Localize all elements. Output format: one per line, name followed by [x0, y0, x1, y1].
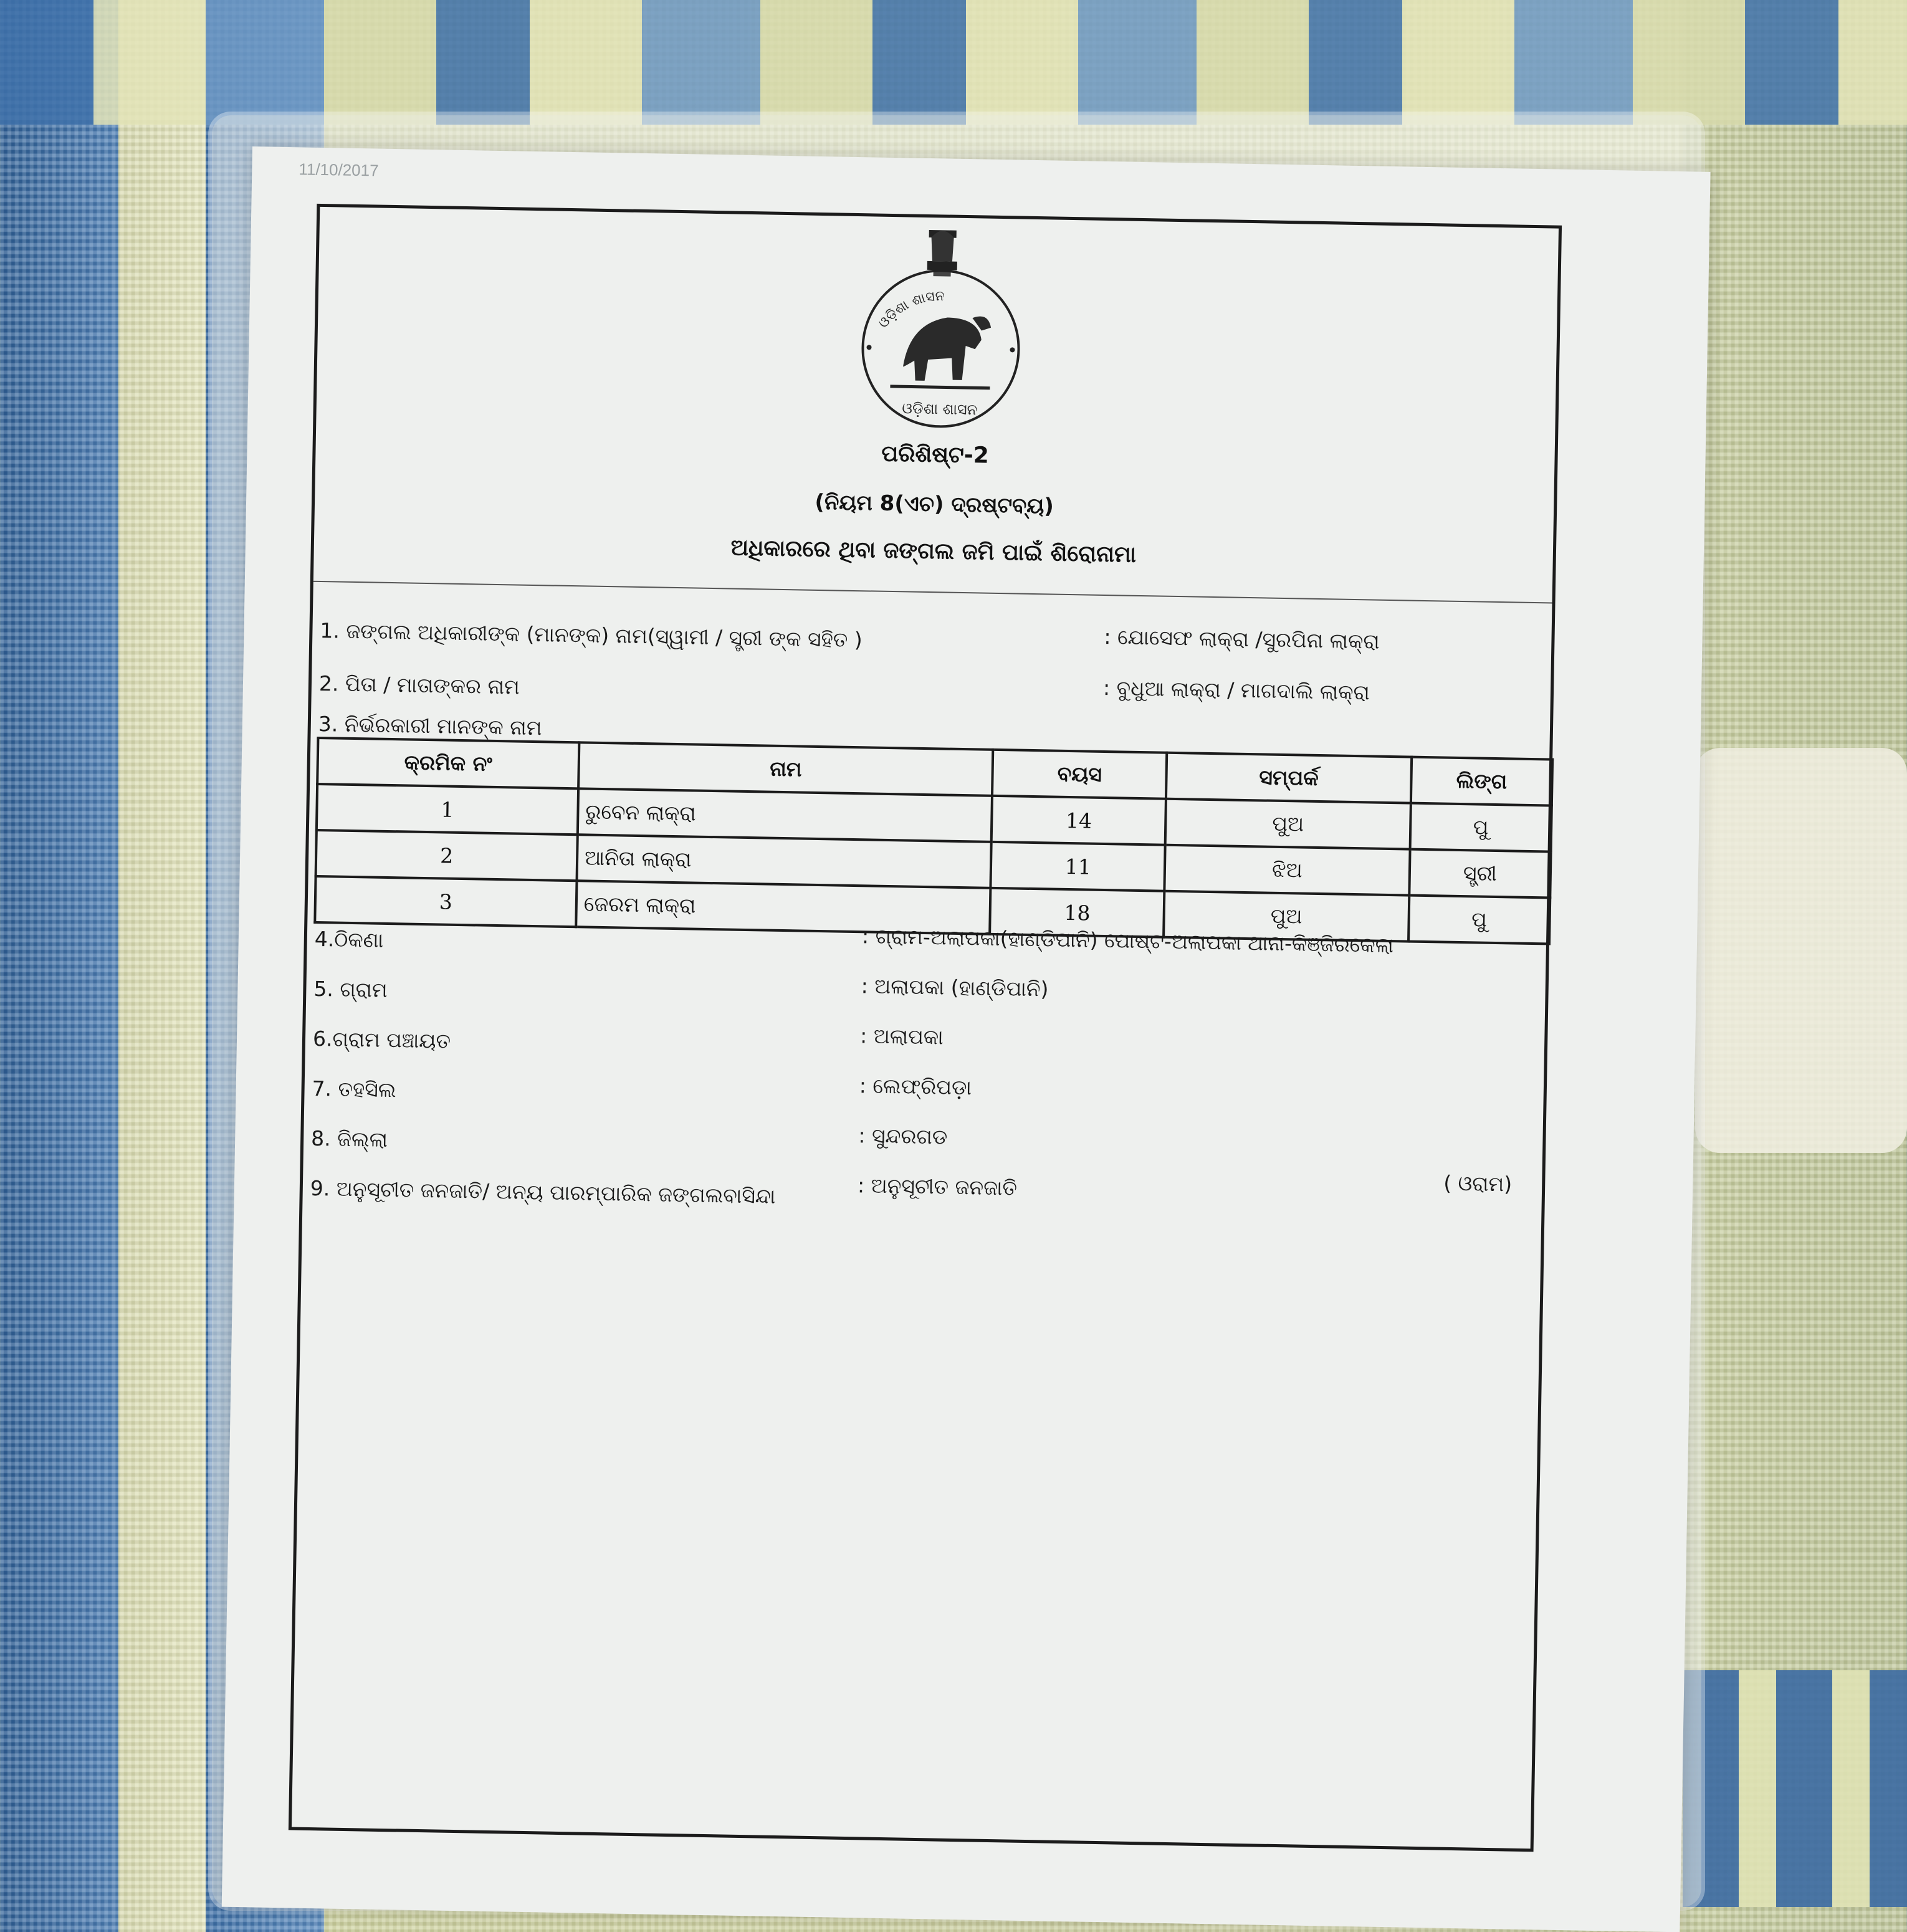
- field-label-village: 5. ଗ୍ରାମ: [313, 976, 388, 1002]
- field-value-tribe-category: : ଅନୁସୂଚୀତ ଜନଜାତି: [857, 1173, 1018, 1200]
- land-title-document: [222, 146, 1711, 1932]
- field-label-dependents: 3. ନିର୍ଭରକାରୀ ମାନଙ୍କ ନାମ: [318, 711, 542, 740]
- field-value-gram-panchayat: : ଅଲାପକା: [859, 1023, 944, 1050]
- column-header-relation: ସମ୍ପର୍କ: [1166, 753, 1412, 803]
- rule-reference: (ନିୟମ 8(ଏଚ) ଦ୍ରଷ୍ଟବ୍ୟ): [815, 489, 1054, 519]
- document-title: ଅଧିକାରରେ ଥିବା ଜଙ୍ଗଲ ଜମି ପାଇଁ ଶିରୋନାମା: [730, 535, 1137, 568]
- cell-name: ଜେରମ ଲାକ୍ରା: [576, 881, 991, 934]
- cell-serial: 2: [316, 830, 578, 881]
- field-label-district: 8. ଜିଲ୍ଲା: [310, 1126, 388, 1152]
- cell-gender: ପୁ: [1408, 896, 1550, 944]
- cell-relation: ପୁଅ: [1165, 799, 1411, 849]
- fabric-pattern-bottom: [1683, 1670, 1907, 1907]
- cell-age: 18: [990, 888, 1165, 937]
- cell-age: 14: [992, 796, 1166, 845]
- column-header-name: ନାମ: [578, 742, 993, 796]
- field-label-tehsil: 7. ତହସିଲ: [312, 1076, 396, 1102]
- cell-serial: 1: [317, 784, 578, 834]
- field-value-tehsil: : ଲେଫ୍ରିପଡ଼ା: [859, 1073, 972, 1100]
- field-value-district: : ସୁନ୍ଦରଗଡ: [858, 1123, 948, 1149]
- emblem-top-text: ଓଡ଼ିଶା ଶାସନ: [875, 289, 945, 332]
- field-label-address: 4.ଠିକଣା: [314, 926, 384, 952]
- column-header-age: ବୟସ: [992, 750, 1167, 799]
- fabric-pattern-top: [0, 0, 1907, 125]
- column-header-gender: ଲିଙ୍ଗ: [1411, 757, 1552, 806]
- cell-gender: ସ୍ତ୍ରୀ: [1409, 849, 1551, 898]
- heading-divider: [313, 581, 1552, 604]
- field-value-owner-name: : ଯୋସେଫ ଲାକ୍ରା /ସୁରପିନା ଲାକ୍ରା: [1104, 624, 1380, 654]
- emblem-bottom-text: ଓଡ଼ିଶା ଶାସନ: [902, 399, 978, 419]
- appendix-heading: ପରିଶିଷ୍ଟ-2: [881, 441, 990, 469]
- field-note-tribe: ( ଓରାମ): [1443, 1170, 1513, 1197]
- field-value-village: : ଅଲାପକା (ହାଣ୍ଡିପାନି): [861, 973, 1049, 1002]
- cell-relation: ଝିଅ: [1165, 845, 1410, 896]
- cell-relation: ପୁଅ: [1164, 891, 1409, 942]
- column-header-serial: କ୍ରମିକ ନଂ: [317, 738, 579, 788]
- cell-name: ଆନିତା ଲାକ୍ରା: [577, 834, 992, 888]
- cell-age: 11: [991, 842, 1165, 891]
- cell-gender: ପୁ: [1410, 803, 1551, 852]
- field-value-address: : ଗ୍ରାମ-ଅଲାପକା(ହାଣ୍ଡିପାନି) ପୋଷ୍ଟ-ଅଲାପକା ଥାନା-କିଞ୍ଜିରକେଲା: [861, 924, 1394, 958]
- field-value-parents-name: : ବୁଧୁଆ ଲାକ୍ରା / ମାଗଦାଲି ଲାକ୍ରା: [1102, 675, 1370, 705]
- dependents-table: [313, 737, 1554, 945]
- fabric-pattern-right: [1695, 748, 1907, 1153]
- odisha-emblem-icon: [852, 222, 1030, 431]
- cell-name: ରୁବେନ ଲାକ୍ରା: [578, 788, 993, 842]
- field-label-gram-panchayat: 6.ଗ୍ରାମ ପଞ୍ଚାୟତ: [312, 1026, 451, 1053]
- field-label-tribe-category: 9. ଅନୁସୂଚୀତ ଜନଜାତି/ ଅନ୍ୟ ପାରମ୍ପାରିକ ଜଙ୍ଗଲବାସିନ୍ଦା: [310, 1175, 776, 1208]
- field-label-parents-name: 2. ପିତା / ମାତାଙ୍କର ନାମ: [318, 671, 520, 699]
- field-label-owner-name: 1. ଜଙ୍ଗଲ ଅଧିକାରୀଙ୍କ (ମାନଙ୍କ) ନାମ(ସ୍ୱାମୀ / ସ୍ତ୍ରୀ ଙ୍କ ସହିତ ): [320, 618, 863, 653]
- cell-serial: 3: [315, 876, 576, 927]
- document-frame: [289, 204, 1562, 1852]
- date-stamp: 11/10/2017: [299, 160, 379, 180]
